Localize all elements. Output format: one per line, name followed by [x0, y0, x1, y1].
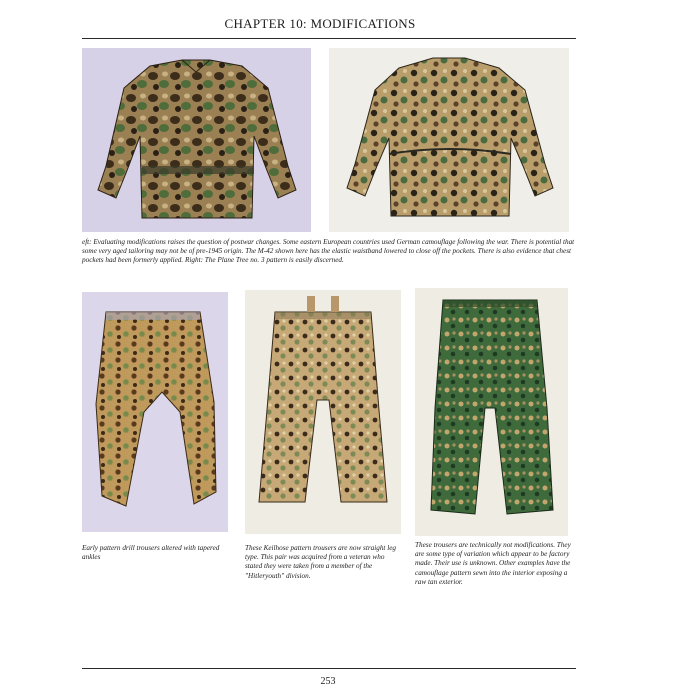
caption-top: eft: Evaluating modifications raises the question of postwar changes. Some eastern European countries used German camouflage following the war. There is potential that some very aged tailoring may not be of pre-1945 origin. The M-42 shown here has the elastic waistband lowered to close off the pockets. There is also evidence that chest pockets had been formerly applied. Right: The Plane Tree no. 3 pattern is easily discerned. [82, 238, 575, 265]
trousers-left-illustration [82, 292, 228, 532]
smock-right-illustration [329, 48, 569, 232]
smock-left-illustration [82, 48, 311, 232]
photo-trousers-middle [245, 290, 401, 534]
photo-smock-left [82, 48, 311, 232]
trousers-right-illustration [415, 288, 568, 536]
page-number: 253 [320, 676, 336, 687]
trousers-middle-illustration [245, 290, 401, 534]
photo-trousers-left [82, 292, 228, 532]
caption-bottom-left: Early pattern drill trousers altered with tapered ankles [82, 544, 220, 562]
caption-bottom-middle: These Keilhose pattern trousers are now straight leg type. This pair was acquired from a veteran who stated they were taken from a member of the "Hitleryouth" division. [245, 544, 396, 580]
photo-trousers-right [415, 288, 568, 536]
footer-rule [82, 668, 576, 669]
photo-smock-right [329, 48, 569, 232]
chapter-title: CHAPTER 10: MODIFICATIONS [224, 16, 416, 31]
caption-bottom-right: These trousers are technically not modifications. They are some type of variation which appear to be factory made. Their use is unknown. Other examples have the camouflage pattern sewn into the interior exposing a raw tan exterior. [415, 541, 571, 586]
header-rule [82, 38, 576, 39]
